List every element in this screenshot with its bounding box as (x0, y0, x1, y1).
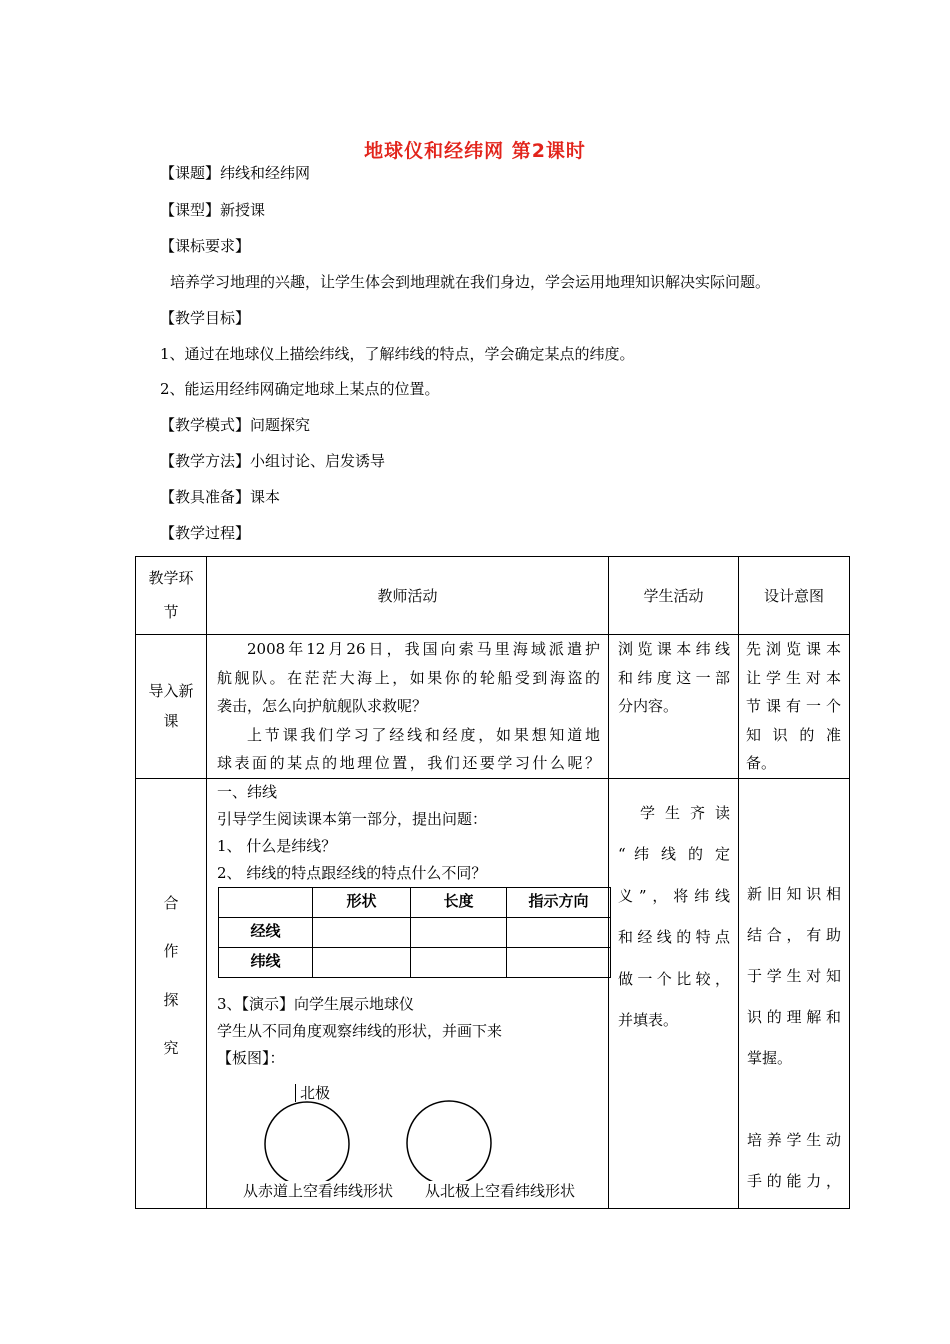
comparison-row-meridian (219, 917, 611, 947)
caption-pole-view: 从北极上空看纬线形状 (425, 1181, 576, 1200)
meta-standard-heading: 【课标要求】 (160, 237, 251, 255)
meta-type: 【课型】新授课 (160, 201, 266, 219)
teacher-coop-line5: 3、【演示】向学生展示地球仪 (217, 994, 415, 1013)
design-cooperate (739, 778, 850, 1208)
student-intro (609, 635, 739, 779)
design-coop-line7: 手的能力， (747, 1171, 841, 1190)
teacher-intro-line3: 袭击，怎么向护航舰队求救呢？ (217, 697, 428, 715)
student-coop-line4: 和经线的特点 (618, 928, 730, 946)
design-intro-line4: 知 识 的 准 (746, 725, 841, 744)
meta-tools: 【教具准备】课本 (160, 488, 281, 506)
comparison-cell (411, 917, 507, 947)
teacher-coop-line4: 2、 纬线的特点跟经线的特点什么不同？ (217, 863, 487, 882)
teacher-coop-line1: 一、纬线 (217, 782, 278, 801)
design-coop-line5: 掌握。 (747, 1048, 793, 1067)
stage-char-2: 作 (163, 942, 179, 960)
comparison-header-row (219, 887, 611, 917)
meta-standard-text: 培养学习地理的兴趣，让学生体会到地理就在我们身边，学会运用地理知识解决实际问题。 (170, 273, 771, 291)
teacher-intro-line4: 上节课我们学习了经线和经度，如果想知道地 (247, 725, 600, 744)
lesson-table (135, 556, 850, 1209)
design-coop-line1: 新旧知识相 (747, 884, 841, 903)
board-diagram (207, 1099, 607, 1189)
student-coop-line2: “ 纬 线 的 定 (618, 845, 730, 863)
teacher-cooperate (207, 778, 609, 1208)
north-pole-label: 北极 (300, 1083, 331, 1102)
student-coop-line6: 并填表。 (618, 1011, 679, 1029)
teacher-intro-line1: 2008年12月26日，我国向索马里海域派遣护 (247, 640, 600, 658)
page-title: 地球仪和经纬网 第2课时 (364, 140, 586, 162)
student-coop-line3: 义”，将纬线 (618, 886, 730, 905)
teacher-intro-line2: 航舰队。在茫茫大海上，如果你的轮船受到海盗的 (217, 668, 600, 687)
design-coop-line6: 培养学生动 (747, 1130, 841, 1149)
design-intro-line3: 节课有一个 (746, 697, 841, 715)
header-stage-line2: 节 (163, 603, 179, 621)
comparison-row-parallel (219, 947, 611, 977)
design-intro-line5: 备。 (746, 754, 777, 772)
student-cooperate (609, 778, 739, 1208)
teacher-intro-line5: 球表面的某点的地理位置，我们还要学习什么呢？ (217, 754, 600, 772)
table-row-intro (136, 635, 850, 779)
equator-view-circle (265, 1102, 349, 1186)
meta-mode: 【教学模式】问题探究 (160, 416, 311, 434)
student-coop-line5: 做一个比较， (618, 969, 730, 988)
stage-char-3: 探 (163, 990, 179, 1009)
meta-goal-2: 2、能运用经纬网确定地球上某点的位置。 (160, 380, 440, 398)
design-intro (739, 635, 850, 779)
comparison-cell (313, 917, 411, 947)
header-design: 设计意图 (739, 557, 850, 635)
comparison-cell (507, 947, 611, 977)
header-stage-line1: 教学环 (148, 569, 194, 587)
meta-process: 【教学过程】 (160, 524, 251, 542)
comparison-header-direction: 指示方向 (507, 887, 611, 917)
comparison-header-length: 长度 (411, 887, 507, 917)
design-intro-line1: 先浏览课本 (746, 640, 841, 658)
stage-cooperate (136, 778, 207, 1208)
teacher-coop-line3: 1、 什么是纬线？ (217, 836, 337, 855)
table-row-cooperate (136, 778, 850, 1208)
stage-char-1: 合 (163, 893, 179, 912)
teacher-coop-line2: 引导学生阅读课本第一部分，提出问题： (217, 809, 488, 828)
stage-char-4: 究 (163, 1039, 179, 1057)
north-pole-view-circle (407, 1101, 491, 1185)
header-student: 学生活动 (609, 557, 739, 635)
comparison-label-meridian: 经线 (219, 917, 313, 947)
student-intro-line1: 浏览课本纬线 (618, 640, 730, 658)
student-intro-line3: 分内容。 (618, 697, 679, 715)
stage-intro-line1: 导入新 (148, 682, 194, 701)
meta-method: 【教学方法】小组讨论、启发诱导 (160, 452, 386, 470)
comparison-cell (411, 947, 507, 977)
comparison-cell (313, 947, 411, 977)
design-coop-line3: 于学生对知 (747, 966, 841, 985)
meta-goal-1: 1、通过在地球仪上描绘纬线，了解纬线的特点，学会确定某点的纬度。 (160, 345, 635, 363)
comparison-cell (507, 917, 611, 947)
teacher-intro (207, 635, 609, 779)
stage-intro (136, 635, 207, 779)
comparison-table (218, 887, 611, 978)
table-header-row (136, 557, 850, 635)
design-coop-line4: 识的理解和 (747, 1007, 841, 1026)
teacher-coop-line6: 学生从不同角度观察纬线的形状，并画下来 (217, 1021, 503, 1040)
meta-topic: 【课题】纬线和经纬网 (160, 164, 311, 182)
student-intro-line2: 和纬度这一部 (618, 668, 730, 687)
header-teacher: 教师活动 (207, 557, 609, 635)
comparison-corner (219, 887, 313, 917)
header-stage (136, 557, 207, 635)
design-intro-line2: 让学生对本 (746, 668, 841, 687)
teacher-coop-board-label: 【板图】： (217, 1048, 285, 1067)
design-coop-line2: 结合，有助 (747, 925, 841, 944)
comparison-header-shape: 形状 (313, 887, 411, 917)
meta-goals-heading: 【教学目标】 (160, 309, 251, 327)
student-coop-line1: 学 生 齐 读 (640, 803, 730, 822)
stage-intro-line2: 课 (163, 712, 179, 731)
comparison-label-parallel: 纬线 (219, 947, 313, 977)
caption-equator-view: 从赤道上空看纬线形状 (243, 1181, 394, 1200)
